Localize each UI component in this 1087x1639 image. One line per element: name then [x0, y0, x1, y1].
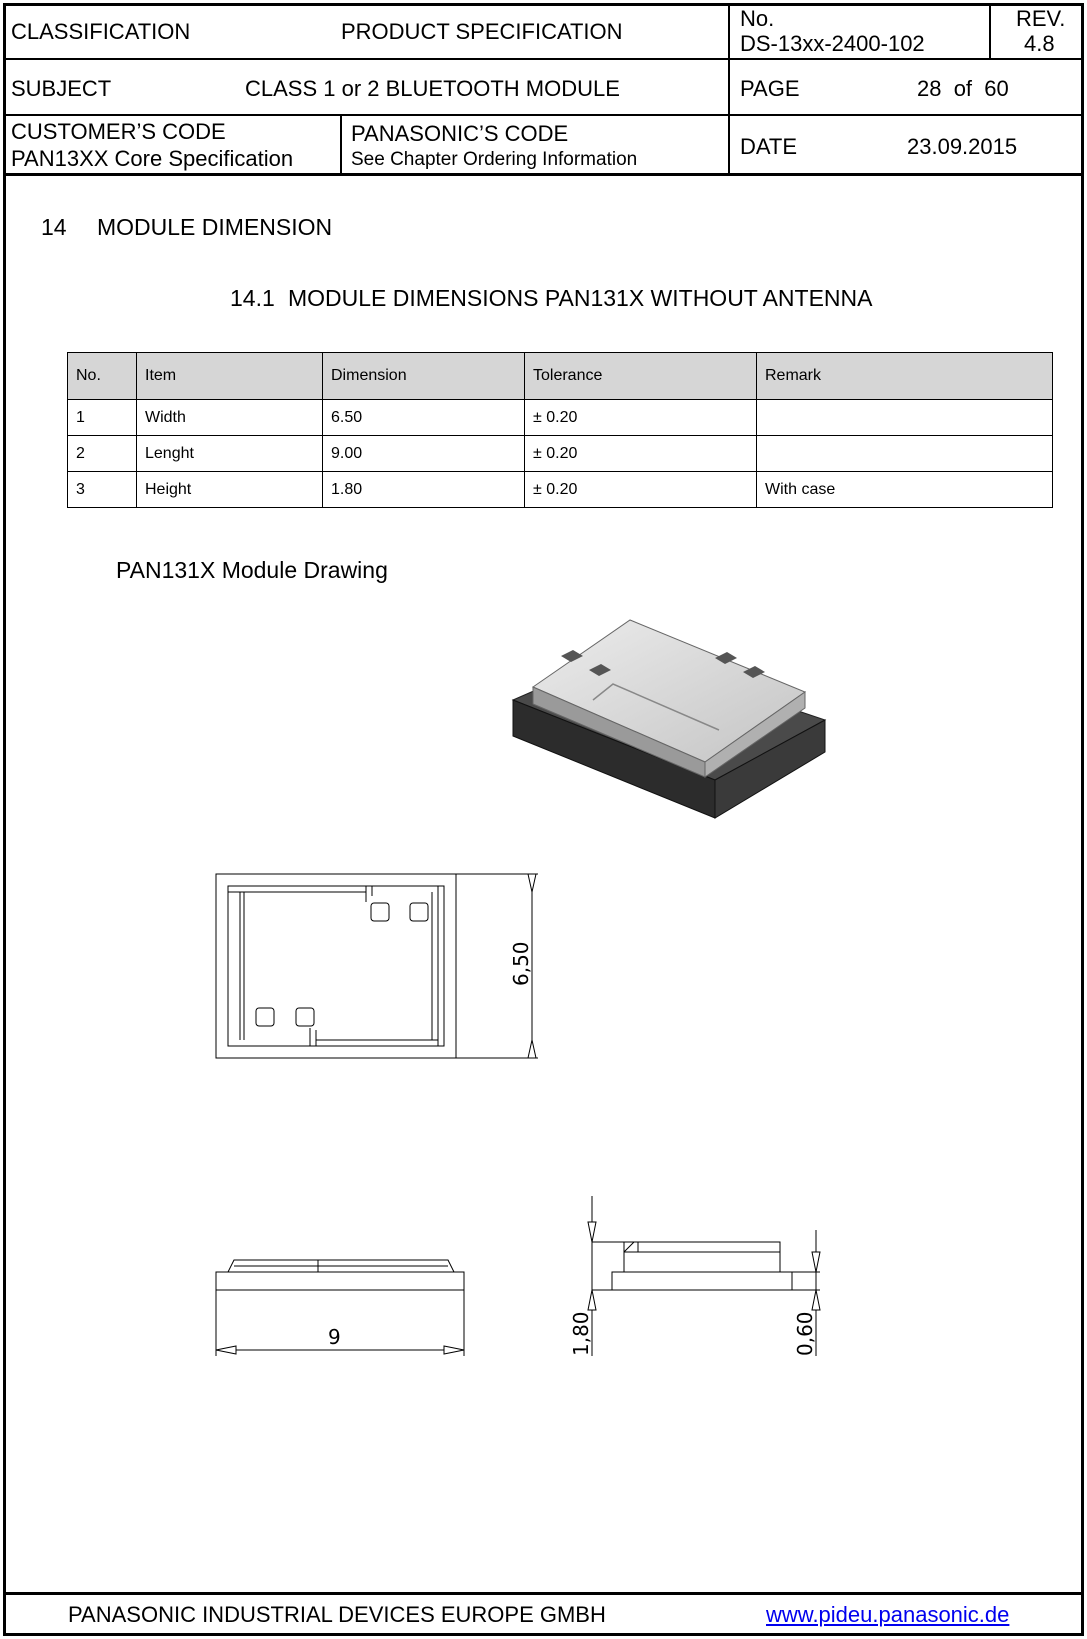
table-cell: 3 — [68, 472, 137, 508]
footer-website-link[interactable]: www.pideu.panasonic.de — [766, 1602, 1010, 1627]
table-cell: ± 0.20 — [525, 472, 757, 508]
table-cell: With case — [757, 472, 1053, 508]
product-spec-label: PRODUCT SPECIFICATION — [341, 19, 623, 44]
subject-value: CLASS 1 or 2 BLUETOOTH MODULE — [245, 76, 620, 101]
table-cell: 6.50 — [323, 400, 525, 436]
table-cell — [757, 400, 1053, 436]
table-cell: ± 0.20 — [525, 436, 757, 472]
doc-number: DS-13xx-2400-102 — [740, 31, 925, 56]
dimension-table — [67, 352, 1053, 508]
table-header: No. — [68, 353, 137, 400]
table-row — [68, 472, 1053, 508]
dim-height-label: 1,80 — [569, 1311, 593, 1356]
table-cell: 1 — [68, 400, 137, 436]
table-cell: ± 0.20 — [525, 400, 757, 436]
table-header: Tolerance — [525, 353, 757, 400]
side-view-drawing — [562, 1190, 832, 1360]
customer-code-value: PAN13XX Core Specification — [11, 146, 294, 171]
subsection-title: MODULE DIMENSIONS PAN131X WITHOUT ANTENNA — [288, 285, 873, 311]
table-cell: Width — [137, 400, 323, 436]
header-vdivider — [989, 3, 991, 59]
subsection-number: 14.1 — [230, 285, 275, 311]
table-header-row — [68, 353, 1053, 400]
table-cell: 2 — [68, 436, 137, 472]
table-row — [68, 400, 1053, 436]
table-cell — [757, 436, 1053, 472]
dim-width-label: 6,50 — [509, 941, 533, 986]
table-cell: Lenght — [137, 436, 323, 472]
table-cell: 9.00 — [323, 436, 525, 472]
date-value: 23.09.2015 — [907, 134, 1018, 159]
page-footer — [3, 1592, 1084, 1636]
dim-length-label: 9 — [328, 1325, 341, 1349]
top-view-drawing — [210, 868, 550, 1063]
panasonic-code-label: PANASONIC’S CODE — [351, 121, 569, 146]
header-divider — [3, 58, 1084, 60]
subject-label: SUBJECT — [11, 76, 112, 101]
front-view-drawing — [210, 1230, 475, 1360]
table-header: Remark — [757, 353, 1053, 400]
section-title: MODULE DIMENSION — [97, 214, 333, 240]
footer-company: PANASONIC INDUSTRIAL DEVICES EUROPE GMBH — [68, 1602, 606, 1627]
page-value: 28 of 60 — [917, 76, 1009, 101]
header-divider — [3, 173, 1084, 176]
drawing-title: PAN131X Module Drawing — [116, 557, 388, 583]
header-vdivider — [728, 3, 730, 174]
rev-label: REV. — [1016, 6, 1066, 31]
page-label: PAGE — [740, 76, 800, 101]
rev-value: 4.8 — [1024, 31, 1055, 56]
section-number: 14 — [41, 214, 67, 240]
table-cell: 1.80 — [323, 472, 525, 508]
date-label: DATE — [740, 134, 798, 159]
header-vdivider — [340, 115, 342, 174]
no-label: No. — [740, 6, 775, 31]
dim-base-label: 0,60 — [793, 1311, 817, 1356]
customer-code-label: CUSTOMER’S CODE — [11, 119, 226, 144]
table-header: Item — [137, 353, 323, 400]
header-divider — [3, 114, 1084, 116]
panasonic-code-value: See Chapter Ordering Information — [351, 149, 638, 170]
table-cell: Height — [137, 472, 323, 508]
classification-label: CLASSIFICATION — [11, 19, 191, 44]
table-row — [68, 436, 1053, 472]
table-header: Dimension — [323, 353, 525, 400]
module-isometric-render — [505, 612, 830, 822]
